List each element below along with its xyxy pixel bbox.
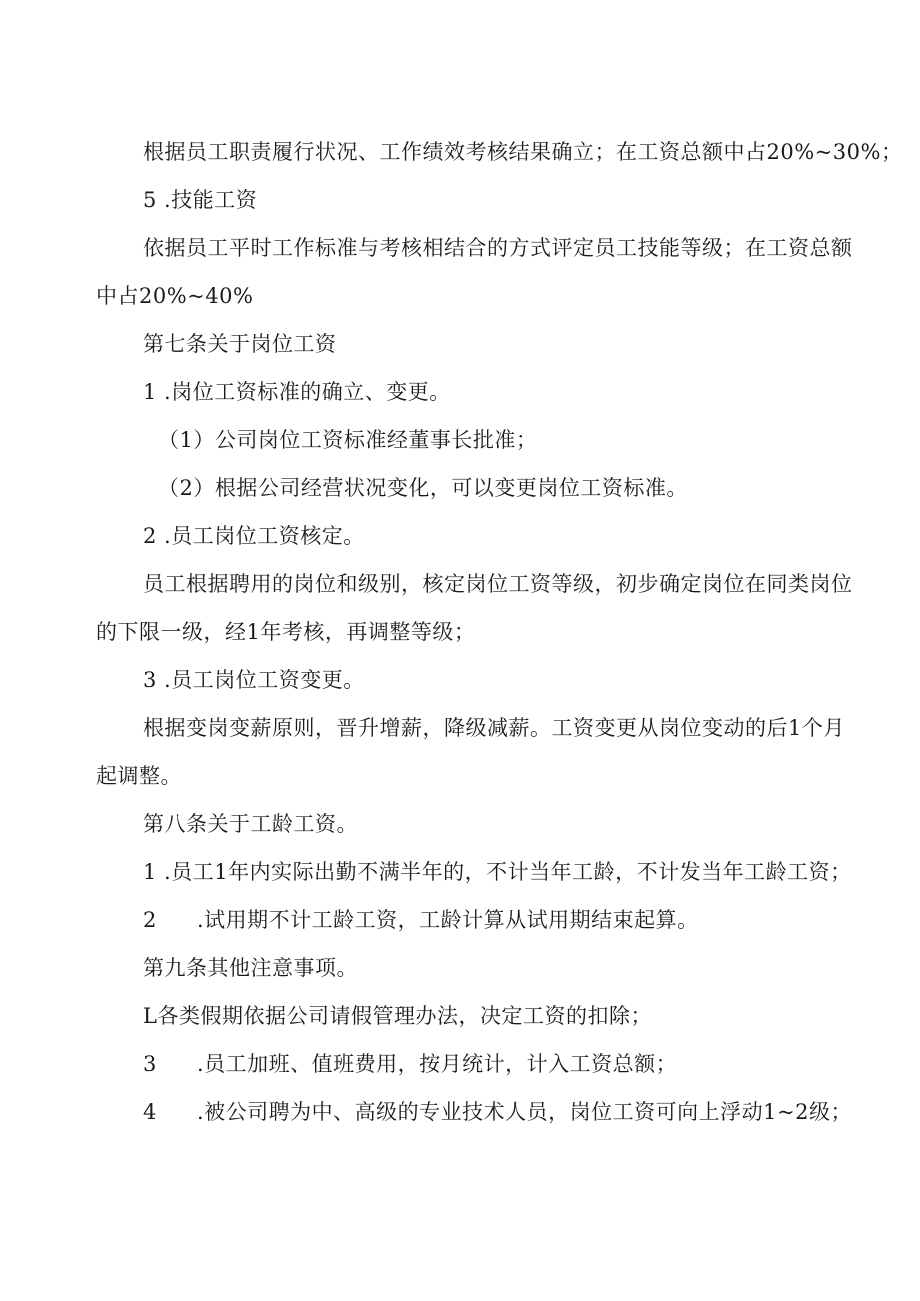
list-item: （2）根据公司经营状况变化，可以变更岗位工资标准。: [158, 476, 688, 500]
list-text: .试用期不计工龄工资，工龄计算从试用期结束起算。: [197, 908, 699, 932]
article-heading: 第九条其他注意事项。: [143, 956, 358, 980]
list-item: [143, 1098, 852, 1126]
list-number: 2: [143, 908, 157, 932]
paragraph-line: 根据变岗变薪原则，晋升增薪，降级减薪。工资变更从岗位变动的后1个月: [143, 716, 845, 740]
paragraph-line: 依据员工平时工作标准与考核相结合的方式评定员工技能等级；在工资总额: [143, 236, 853, 260]
paragraph-line: 起调整。: [96, 764, 182, 788]
list-item: （1）公司岗位工资标准经董事长批准；: [158, 428, 538, 452]
section-heading: 1 .岗位工资标准的确立、变更。: [143, 380, 451, 404]
list-item: L各类假期依据公司请假管理办法，决定工资的扣除；: [143, 1004, 652, 1028]
article-heading: 第七条关于岗位工资: [143, 332, 337, 356]
section-heading: 3 .员工岗位工资变更。: [143, 668, 365, 692]
section-heading: 2 .员工岗位工资核定。: [143, 524, 365, 548]
paragraph-line: 的下限一级，经1年考核，再调整等级；: [96, 620, 476, 644]
section-heading: 5 .技能工资: [143, 188, 258, 212]
list-item: [143, 906, 699, 934]
list-item: [143, 1050, 677, 1078]
list-number: 4: [143, 1100, 157, 1124]
list-text: .员工加班、值班费用，按月统计，计入工资总额；: [197, 1052, 678, 1076]
paragraph-line: 根据员工职责履行状况、工作绩效考核结果确立；在工资总额中占20%~30%；: [143, 140, 903, 164]
paragraph-line: 员工根据聘用的岗位和级别，核定岗位工资等级，初步确定岗位在同类岗位: [143, 572, 853, 596]
list-number: 3: [143, 1052, 157, 1076]
article-heading: 第八条关于工龄工资。: [143, 812, 358, 836]
paragraph-line: 中占20%~40%: [96, 284, 254, 308]
list-item: 1 .员工1年内实际出勤不满半年的，不计当年工龄，不计发当年工龄工资；: [143, 860, 852, 884]
list-text: .被公司聘为中、高级的专业技术人员，岗位工资可向上浮动1~2级；: [197, 1100, 852, 1124]
